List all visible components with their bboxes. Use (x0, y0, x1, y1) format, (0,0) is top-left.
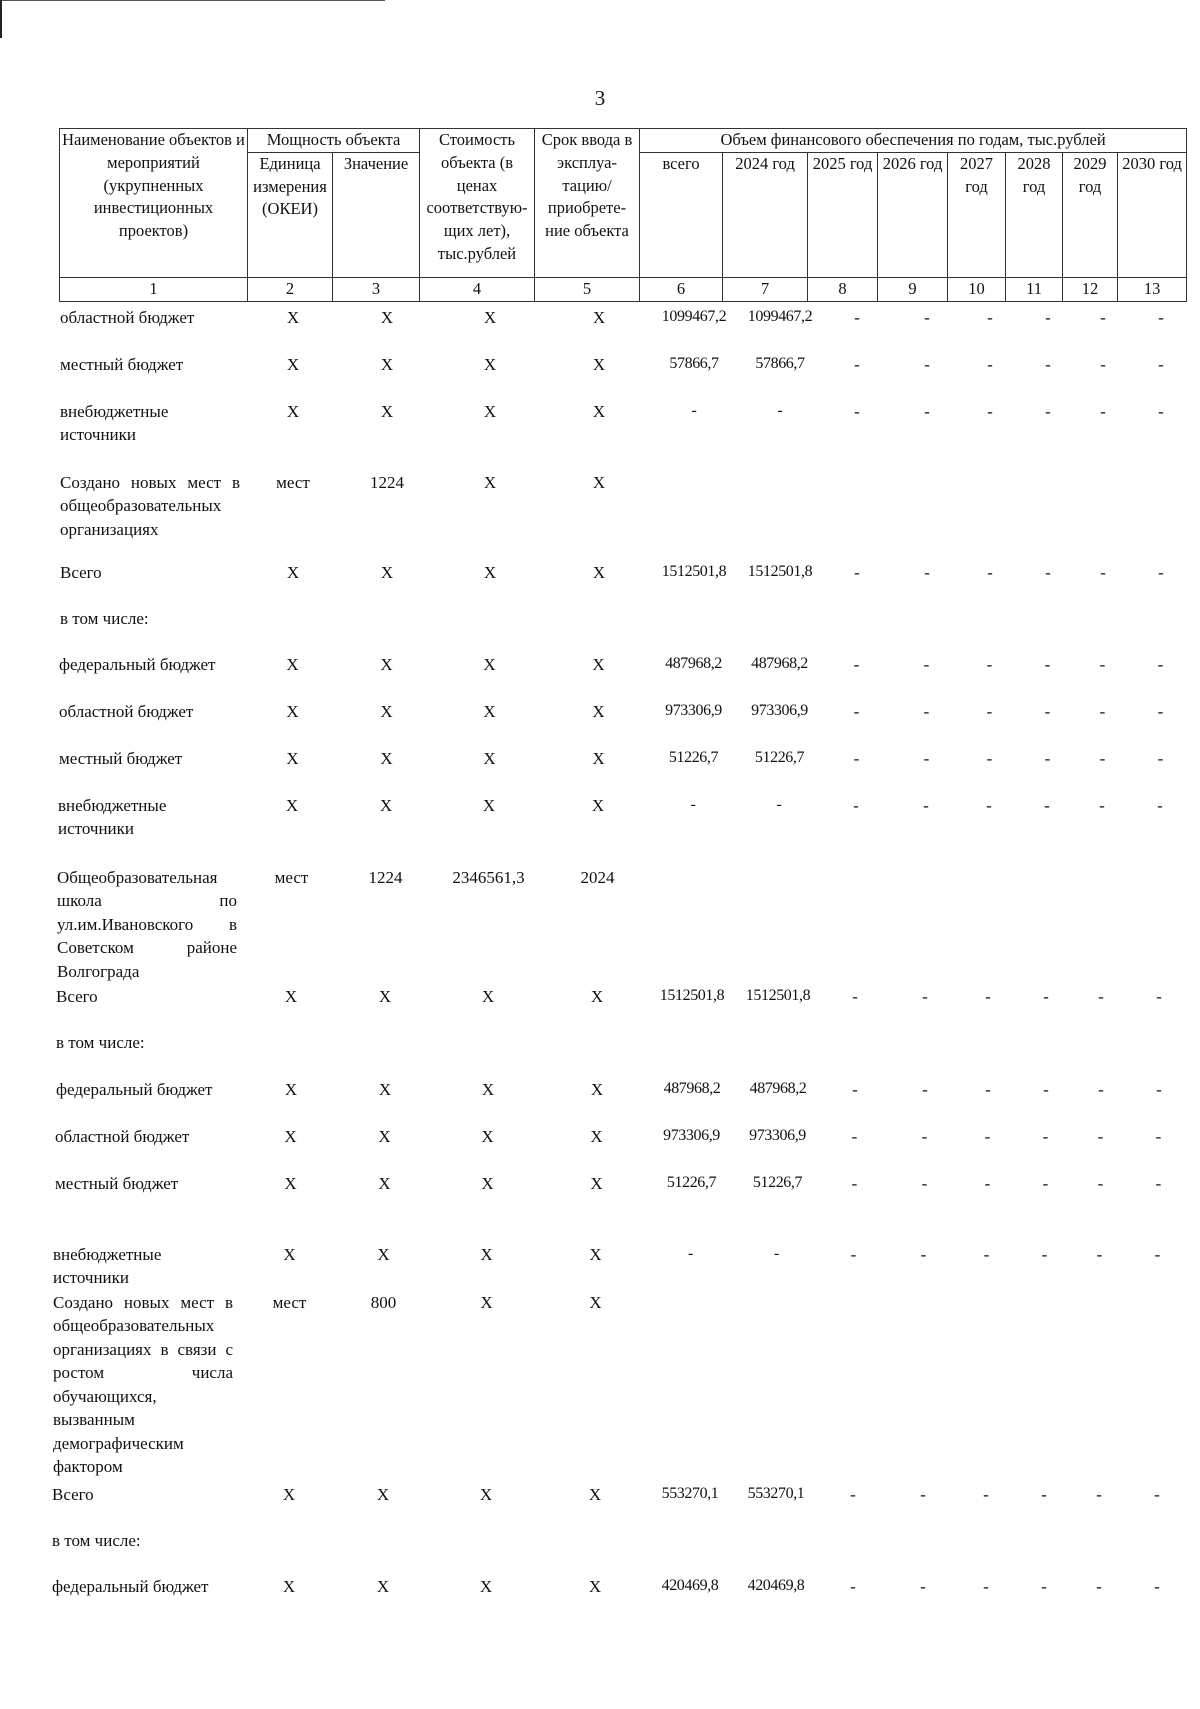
row-year-value: - (852, 987, 858, 1006)
row-term: X (592, 308, 606, 327)
row-year-value: - (921, 1174, 928, 1193)
row-name: областной бюджет (59, 702, 194, 721)
row-total: 973306,9 (663, 1127, 720, 1144)
row-value: X (378, 987, 392, 1006)
row-year-value: - (1157, 655, 1164, 674)
row-year-value: 1099467,2 (747, 308, 813, 325)
row-year-value: 1512501,8 (747, 563, 813, 580)
row-year-value: - (1158, 563, 1164, 582)
row-year-value: - (1045, 563, 1051, 582)
column-number: 6 (640, 277, 723, 301)
column-number: 9 (878, 277, 948, 301)
row-year-value: 553270,1 (747, 1485, 805, 1502)
row-year-value: - (854, 563, 860, 582)
row-year-value: - (1100, 355, 1106, 374)
row-year-value: - (920, 1485, 926, 1504)
row-year-value: - (922, 1080, 928, 1099)
row-total: 1512501,8 (659, 987, 725, 1004)
header-year: 2030 год (1118, 152, 1187, 277)
row-unit: X (286, 702, 299, 721)
row-cost: X (483, 655, 496, 674)
header-year: 2028 год (1006, 152, 1063, 277)
row-year-value: - (1045, 355, 1051, 374)
row-year-value: - (924, 355, 930, 374)
row-year-value: - (987, 355, 993, 374)
row-year-value: - (1097, 1174, 1104, 1193)
row-year-value: - (1045, 402, 1051, 421)
row-total: 973306,9 (665, 702, 722, 719)
row-year-value: - (853, 749, 860, 768)
row-cost: X (481, 1127, 494, 1146)
row-cost: X (483, 749, 496, 768)
row-value: 800 (370, 1293, 397, 1312)
row-name: местный бюджет (60, 355, 184, 374)
row-value: 1224 (368, 868, 403, 887)
row-name: областной бюджет (55, 1127, 190, 1146)
header-total: всего (640, 152, 723, 277)
row-term: X (590, 987, 604, 1006)
row-year-value: - (983, 1577, 989, 1596)
row-year-value: - (854, 355, 860, 374)
row-year-value: - (1157, 702, 1164, 721)
row-unit: X (284, 1080, 298, 1099)
row-total: 51226,7 (668, 749, 719, 766)
row-term: X (590, 1174, 603, 1193)
row-year-value: - (1042, 1127, 1049, 1146)
row-unit: X (282, 1577, 296, 1596)
column-number: 10 (948, 277, 1006, 301)
row-name: в том числе: (60, 609, 149, 628)
row-year-value: - (923, 749, 930, 768)
row-total: 553270,1 (661, 1485, 719, 1502)
row-year-value: - (984, 1174, 991, 1193)
row-year-value: - (923, 655, 930, 674)
row-cost: X (483, 402, 497, 421)
row-year-value: - (922, 987, 928, 1006)
row-name: областной бюджет (60, 308, 195, 327)
row-year-value: - (1154, 1245, 1161, 1264)
row-name: внебюджетные источники (60, 402, 169, 445)
header-unit: Единица измерения (ОКЕИ) (248, 152, 333, 277)
row-value: X (380, 308, 394, 327)
row-value: X (376, 1485, 390, 1504)
row-value: X (378, 1080, 392, 1099)
row-year-value: - (987, 563, 993, 582)
row-total: - (688, 1245, 693, 1262)
row-name: Создано новых мест в общеобразовательных организациях (60, 473, 240, 539)
row-year-value: - (1158, 308, 1164, 327)
column-number: 11 (1006, 277, 1063, 301)
row-value: X (380, 702, 393, 721)
row-year-value: - (777, 402, 783, 419)
row-year-value: - (776, 796, 782, 813)
row-year-value: - (920, 1577, 926, 1596)
row-year-value: - (1041, 1577, 1047, 1596)
column-number: 1 (60, 277, 248, 301)
row-total: 51226,7 (666, 1174, 717, 1191)
row-year-value: - (1096, 1485, 1102, 1504)
row-year-value: - (1156, 1080, 1162, 1099)
row-year-value: - (1043, 1080, 1049, 1099)
header-year: 2024 год (723, 152, 808, 277)
row-term: X (588, 1577, 602, 1596)
row-term: X (591, 796, 605, 815)
row-year-value: - (924, 402, 930, 421)
row-unit: X (286, 402, 300, 421)
row-year-value: 487968,2 (751, 655, 808, 672)
row-year-value: - (850, 1485, 856, 1504)
row-name: федеральный бюджет (56, 1080, 213, 1099)
header-year: 2026 год (878, 152, 948, 277)
header-value: Значение (333, 152, 420, 277)
row-unit: X (282, 1485, 296, 1504)
column-number: 12 (1063, 277, 1118, 301)
row-year-value: - (1158, 402, 1164, 421)
row-name: Всего (60, 563, 102, 582)
row-year-value: 51226,7 (752, 1174, 803, 1191)
row-year-value: 51226,7 (754, 749, 805, 766)
row-year-value: - (923, 796, 929, 815)
row-year-value: - (983, 1485, 989, 1504)
row-unit: X (286, 563, 300, 582)
row-unit: X (283, 1245, 296, 1264)
row-year-value: - (1042, 1174, 1049, 1193)
row-year-value: - (985, 987, 991, 1006)
row-year-value: 57866,7 (755, 355, 805, 372)
row-unit: мест (276, 473, 310, 492)
row-year-value: - (851, 1127, 858, 1146)
row-cost: X (480, 1245, 493, 1264)
header-cost: Стоимость объекта (в ценах соответствую-щих лет), тыс.рублей (420, 129, 535, 278)
row-total: - (691, 402, 697, 419)
row-name: местный бюджет (55, 1174, 179, 1193)
row-year-value: - (1096, 1245, 1103, 1264)
row-year-value: - (987, 308, 993, 327)
row-year-value: - (983, 1245, 990, 1264)
row-unit: X (284, 1127, 297, 1146)
row-term: X (590, 1080, 604, 1099)
row-year-value: 1512501,8 (745, 987, 811, 1004)
row-year-value: - (1045, 308, 1051, 327)
row-year-value: - (850, 1577, 856, 1596)
row-name: в том числе: (56, 1033, 145, 1052)
row-cost: X (481, 1080, 495, 1099)
row-year-value: - (1044, 655, 1051, 674)
row-year-value: - (920, 1245, 927, 1264)
row-term: 2024 (580, 868, 615, 887)
row-year-value: - (1157, 796, 1163, 815)
column-number: 5 (535, 277, 640, 301)
row-value: X (377, 1245, 390, 1264)
row-year-value: - (1044, 749, 1051, 768)
row-year-value: - (850, 1245, 857, 1264)
row-year-value: - (987, 402, 993, 421)
row-unit: мест (272, 1293, 307, 1312)
row-total: 1512501,8 (661, 563, 727, 580)
row-total: 487968,2 (665, 655, 722, 672)
row-year-value: 420469,8 (747, 1577, 805, 1594)
row-value: X (380, 355, 394, 374)
row-year-value: - (984, 1127, 991, 1146)
row-name: Всего (52, 1485, 94, 1504)
column-number: 13 (1118, 277, 1187, 301)
row-year-value: - (1044, 796, 1050, 815)
row-year-value: - (854, 402, 860, 421)
row-year-value: - (774, 1245, 779, 1262)
row-term: X (592, 655, 605, 674)
row-year-value: - (986, 796, 992, 815)
row-total: - (690, 796, 696, 813)
row-year-value: - (1154, 1485, 1160, 1504)
row-term: X (589, 1293, 602, 1312)
row-year-value: - (986, 702, 993, 721)
header-capacity-group: Мощность объекта (248, 129, 420, 153)
row-value: X (380, 749, 393, 768)
row-value: X (378, 1127, 391, 1146)
row-year-value: - (1099, 702, 1106, 721)
row-cost: X (483, 355, 497, 374)
header-term: Срок ввода в эксплуа-тацию/ приобрете-ние объекта (535, 129, 640, 278)
row-year-value: - (1100, 402, 1106, 421)
row-cost: X (483, 308, 497, 327)
row-total: 420469,8 (661, 1577, 719, 1594)
row-year-value: - (1041, 1245, 1048, 1264)
row-year-value: - (1044, 702, 1051, 721)
header-year: 2029 год (1063, 152, 1118, 277)
row-name: внебюджетные источники (58, 796, 167, 839)
row-year-value: - (1155, 1127, 1162, 1146)
row-cost: X (479, 1577, 493, 1596)
row-term: X (592, 563, 606, 582)
row-unit: X (286, 308, 300, 327)
row-name: Создано новых мест в общеобразовательных организациях в связи с ростом числа обучающихся, вызванным демографическим фактором (53, 1293, 233, 1477)
row-year-value: - (1100, 563, 1106, 582)
row-cost: X (483, 702, 496, 721)
row-value: X (380, 402, 394, 421)
row-name: в том числе: (52, 1531, 141, 1550)
row-cost: X (481, 987, 495, 1006)
page-number: 3 (594, 86, 606, 110)
row-unit: X (284, 1174, 297, 1193)
row-term: X (592, 702, 605, 721)
row-year-value: - (1157, 749, 1164, 768)
column-number: 4 (420, 277, 535, 301)
row-unit: X (286, 355, 300, 374)
row-year-value: - (1098, 987, 1104, 1006)
column-number: 3 (333, 277, 420, 301)
row-cost: X (480, 1293, 493, 1312)
row-unit: X (286, 749, 299, 768)
row-term: X (592, 473, 606, 492)
row-year-value: - (1096, 1577, 1102, 1596)
row-year-value: - (1043, 987, 1049, 1006)
row-year-value: - (852, 1080, 858, 1099)
row-total: 57866,7 (669, 355, 719, 372)
row-total: 487968,2 (663, 1080, 721, 1097)
row-value: X (376, 1577, 390, 1596)
row-year-value: - (924, 308, 930, 327)
row-year-value: - (853, 655, 860, 674)
row-cost: X (479, 1485, 493, 1504)
header-year: 2027 год (948, 152, 1006, 277)
row-year-value: - (853, 796, 859, 815)
row-term: X (592, 355, 606, 374)
row-year-value: - (853, 702, 860, 721)
column-number: 2 (248, 277, 333, 301)
row-year-value: - (1099, 655, 1106, 674)
row-year-value: 973306,9 (749, 1127, 806, 1144)
row-year-value: - (854, 308, 860, 327)
row-term: X (592, 749, 605, 768)
row-year-value: 973306,9 (751, 702, 808, 719)
row-year-value: - (921, 1127, 928, 1146)
row-value: X (380, 655, 393, 674)
row-cost: 2346561,3 (452, 868, 525, 887)
row-term: X (592, 402, 606, 421)
row-name: внебюджетные источники (53, 1245, 162, 1288)
row-year-value: - (1041, 1485, 1047, 1504)
header-year: 2025 год (808, 152, 878, 277)
row-year-value: 487968,2 (749, 1080, 807, 1097)
row-name: федеральный бюджет (59, 655, 216, 674)
row-value: X (378, 1174, 391, 1193)
row-unit: X (285, 796, 299, 815)
row-term: X (589, 1245, 602, 1264)
row-year-value: - (1156, 987, 1162, 1006)
row-year-value: - (1154, 1577, 1160, 1596)
row-name: Общеобразовательная школа по ул.им.Ивановского в Советском районе Волгограда (57, 868, 237, 981)
row-name: федеральный бюджет (52, 1577, 209, 1596)
row-unit: мест (274, 868, 309, 887)
row-total: 1099467,2 (661, 308, 727, 325)
header-finance-group: Объем финансового обеспечения по годам, тыс.рублей (640, 129, 1187, 153)
row-cost: X (481, 1174, 494, 1193)
row-year-value: - (986, 655, 993, 674)
row-year-value: - (923, 702, 930, 721)
row-cost: X (483, 563, 497, 582)
row-unit: X (286, 655, 299, 674)
column-number: 8 (808, 277, 878, 301)
row-name: местный бюджет (59, 749, 183, 768)
row-name: Всего (56, 987, 98, 1006)
row-year-value: - (986, 749, 993, 768)
row-value: 1224 (370, 473, 404, 492)
header-name: Наименование объектов и мероприятий (укрупненных инвестиционных проектов) (60, 129, 248, 278)
row-cost: X (482, 796, 496, 815)
row-year-value: - (1098, 1080, 1104, 1099)
row-cost: X (483, 473, 497, 492)
row-term: X (590, 1127, 603, 1146)
column-number: 7 (723, 277, 808, 301)
row-year-value: - (1099, 749, 1106, 768)
row-unit: X (284, 987, 298, 1006)
row-year-value: - (1097, 1127, 1104, 1146)
row-year-value: - (1155, 1174, 1162, 1193)
row-value: X (380, 563, 394, 582)
row-year-value: - (1099, 796, 1105, 815)
row-year-value: - (851, 1174, 858, 1193)
row-year-value: - (1158, 355, 1164, 374)
row-year-value: - (985, 1080, 991, 1099)
row-term: X (588, 1485, 602, 1504)
row-year-value: - (1100, 308, 1106, 327)
row-year-value: - (924, 563, 930, 582)
row-value: X (379, 796, 393, 815)
